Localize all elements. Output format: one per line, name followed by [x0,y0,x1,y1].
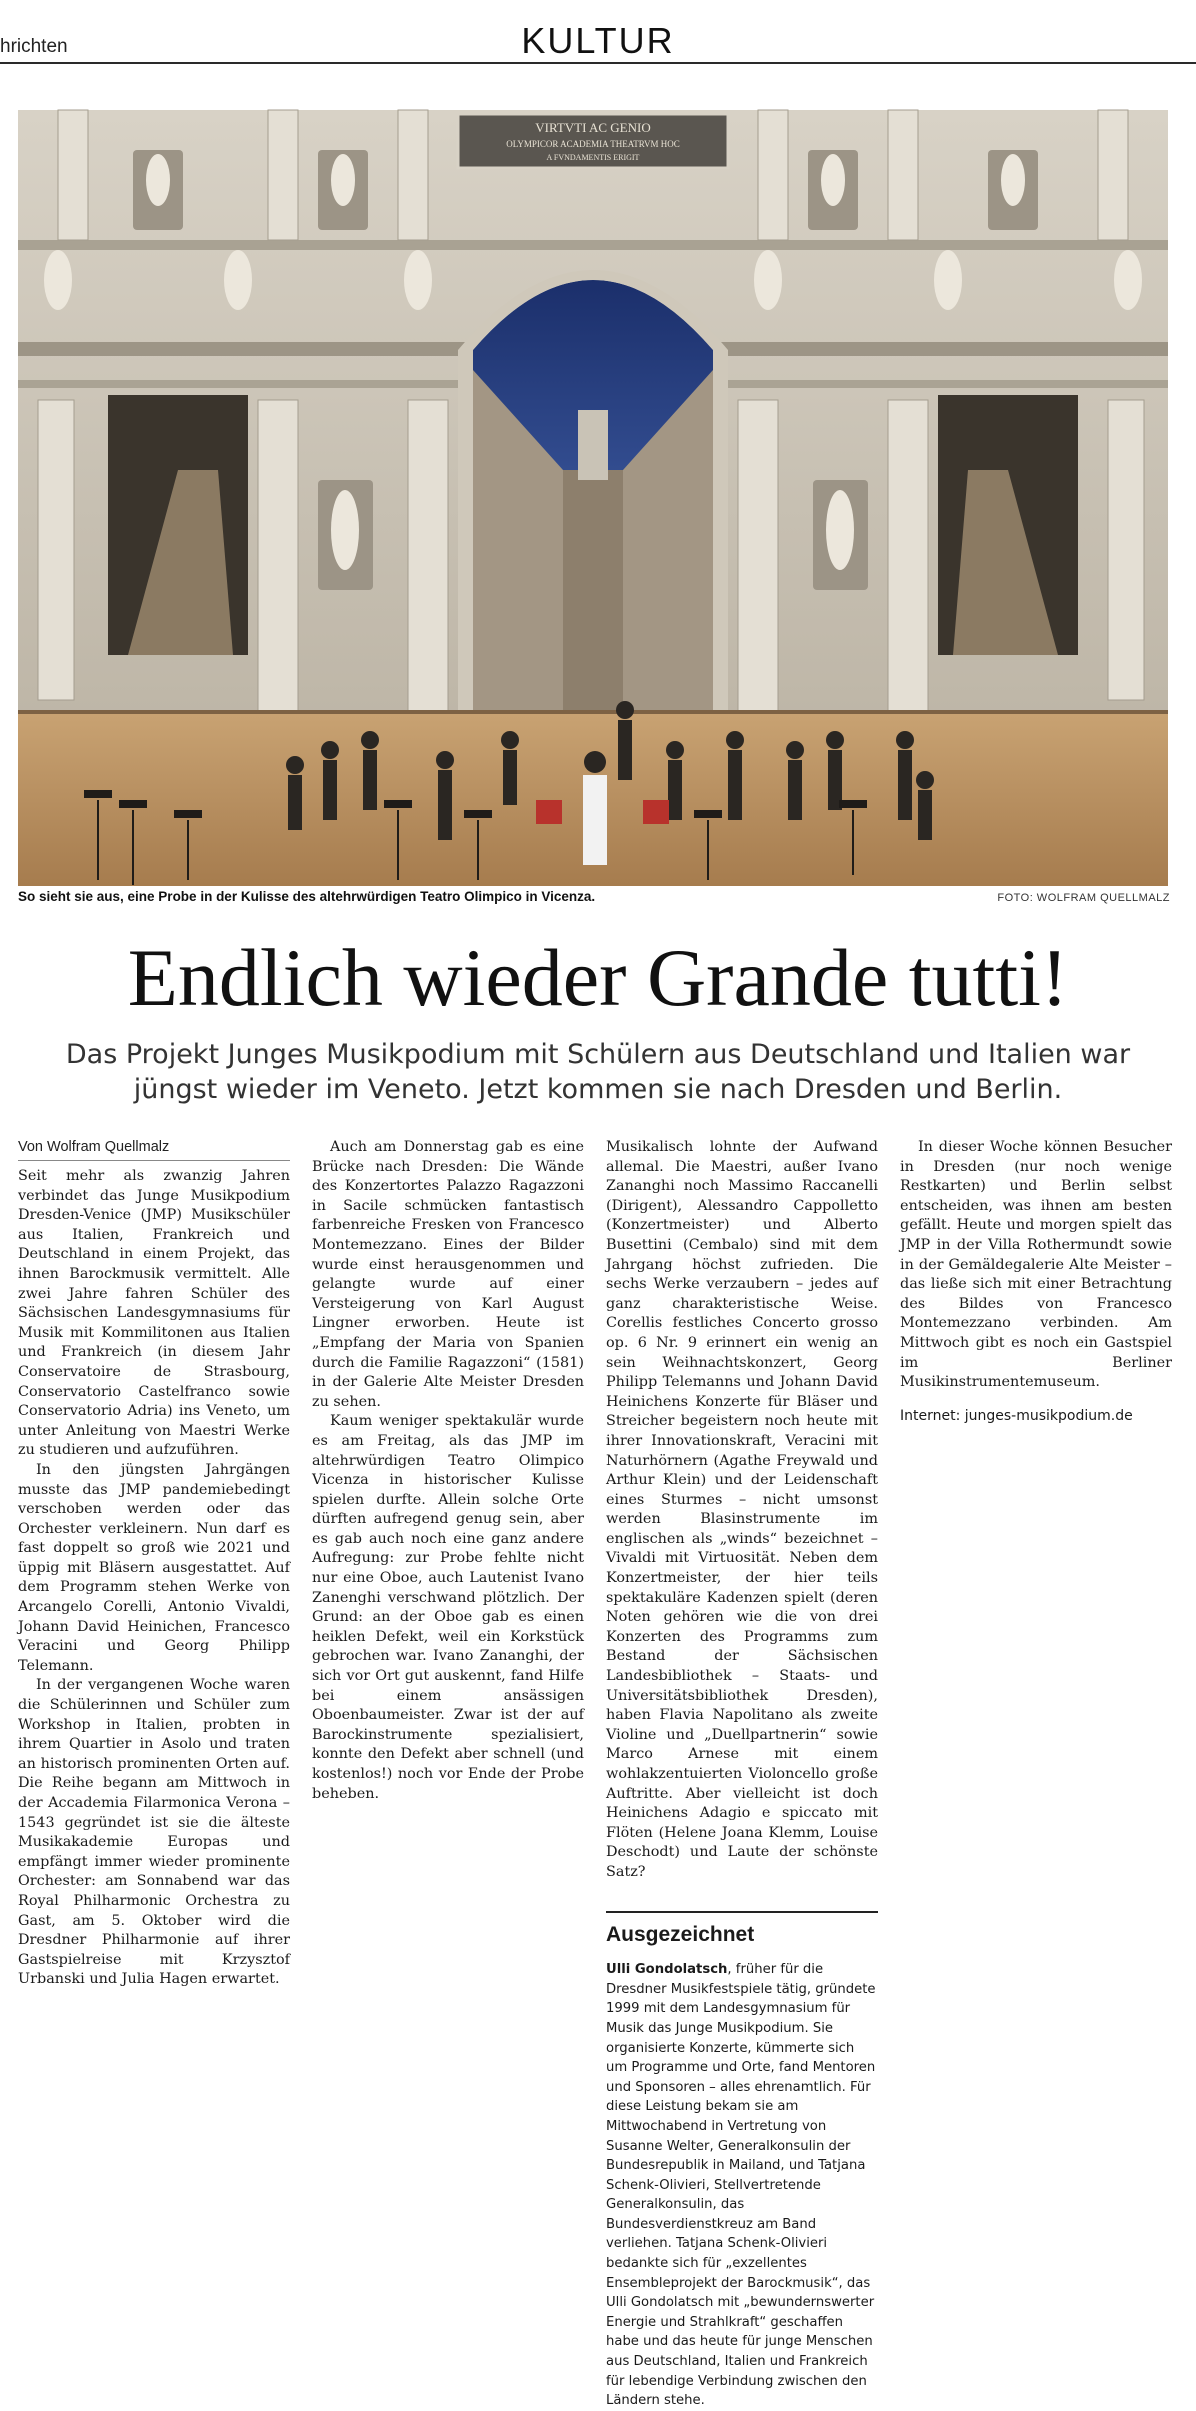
paragraph: In dieser Woche können Besucher in Dresden (nur noch wenige Restkarten) und Berlin selbst entscheiden, was ihnen am besten gefällt. Heute und morgen spielt das JMP in der Villa Rothermundt sowie in der Gemäldegalerie Alte Meister – das ließe sich mit einer Betrachtung des Bildes von Francesco Montemezzano verbinden. Am Mittwoch gibt es noch ein Gastspiel im Berliner Musikinstrumentemuseum. [900,1139,1172,1391]
article-headline: Endlich wieder Grande tutti! [127,932,1069,1023]
article-subheadline: Das Projekt Junges Musikpodium mit Schülern aus Deutschland und Italien war jüngst wieder im Veneto. Jetzt kommen sie nach Dresden und Berlin. [65,1039,1131,1105]
text-column-2 [312,1138,584,1890]
paragraph: Musikalisch lohnte der Aufwand allemal. Die Maestri, außer Ivano Zananghi noch Massimo Raccanelli (Dirigent), Alessandro Cappolletto (Konzertmeister) und Alberto Busettini (Cembalo) sind mit dem Jahrgang höchst zufrieden. Die sechs Werke verzaubern – jedes auf ganz charakteristische Weise. Corellis festliches Concerto grosso op. 6 Nr. 9 erinnert ein wenig an sein Weihnachtskonzert, Georg Philipp Telemanns und Johann David Heinichens Konzerte für Bläser und Streicher begeistern noch heute mit ihrer Innovationskraft, Veracini mit Naturhörnern (Agathe Freywald und Arthur Klein) und der Leidenschaft eines Sturmes – nicht umsonst werden Blasinstrumente im englischen als „winds“ bezeichnet – Vivaldi mit Virtuosität. Neben dem Konzertmeister, der hier teils spektakuläre Kadenzen spielt (deren Noten gehören wie die von drei Konzerten des Programms zum Bestand der Sächsischen Landesbibliothek – Staats- und Universitätsbibliothek Dresden), haben Flavia Napolitano als zweite Violine und „Duellpartnerin“ sowie Marco Arnese mit einem wohlakzentuierten Violoncello großе Auftritte. Aber vielleicht ist doch Heinichens Adagio e spiccato mit Flöten (Helene Joana Klemm, Louise Deschodt) und Laute der schönste Satz? [606,1139,878,1880]
article-photo [18,110,1168,886]
section-left-label: hrichten [0,36,68,57]
info-box [606,1911,878,2411]
text-column-1 [18,1138,290,1988]
photo-credit: FOTO: WOLFRAM QUELLMALZ [997,892,1170,904]
inscription-line: VIRTVTI AC GENIO [535,120,651,135]
paragraph: Seit mehr als zwanzig Jahren verbindet das Junge Musikpodium Dresden-Venice (JMP) Musikschüler aus Italien, Frankreich und Deutschland in einem Projekt, das ihnen Barockmusik vermittelt. Alle zwei Jahre fahren Schüler des Sächsischen Landesgymnasiums für Musik mit Kommilitonen aus Italien und Frankreich (in diesem Jahr Conservatoire de Strasbourg, Conservatorio Castelfranco sowie Conservatorio Adria) ins Veneto, um unter Anleitung von Maestri Werke zu studieren und aufzuführen. [18,1168,290,1459]
info-box-text: , früher für die Dresdner Musikfestspiele tätig, gründete 1999 mit dem Landesgymnasium für Musik das Junge Musikpodium. Sie organisierte Konzerte, kümmerte sich um Programme und Orte, fand Mentoren und Sponsoren – alles ehrenamtlich. Für diese Leistung bekam sie am Mittwochabend in Vertretung von Susanne Welter, Generalkonsulin der Bundesrepublik in Mailand, und Tatjana Schenk-Olivieri, Stellvertretende Generalkonsulin, das Bundesverdienstkreuz am Band verliehen. Tatjana Schenk-Olivieri bedankte sich für „exzellentes Ensembleprojekt der Barockmusik“, das Ulli Gondolatsch mit „bewundernswerter Energie und Strahlkraft“ geschaffen habe und das heute für junge Menschen aus Deutschland, Italien und Frankreich für lebendige Verbindung zwischen den Ländern stehe. [606,1962,876,2409]
paragraph: In der vergangenen Woche waren die Schülerinnen und Schüler zum Workshop in Italien, probten in ihrem Quartier in Asolo und traten an historisch prominenten Orten auf. Die Reihe begann am Mittwoch in der Accademia Filarmonica Verona – 1543 gegründet ist sie die älteste Musikakademie Europas und empfängt immer wieder prominente Orchester: am Sonnabend war das Royal Philharmonic Orchestra zu Gast, am 5. Oktober wird die Dresdner Philharmonie auf ihrer Gastspielreise mit Krzysztof Urbanski und Julia Hagen erwartet. [18,1677,290,1988]
inscription-line: OLYMPICOR ACADEMIA THEATRVM HOC [506,139,680,149]
section-title: KULTUR [521,20,675,61]
info-box-title: Ausgezeichnet [606,1922,755,1946]
info-box-name: Ulli Gondolatsch [606,1962,728,1978]
paragraph: Auch am Donnerstag gab es eine Brücke nach Dresden: Die Wände des Konzertortes Palazzo Ragazzoni in Sacile schmücken fantastisch farbenreiche Fresken von Francesco Montemezzano. Eines der Bilder wurde einst herausgenommen und gelangte wurde auf einer Versteigerung von Karl August Lingner erworben. Heute ist „Empfang der Maria von Spanien durch die Familie Ragazzoni“ (1581) in der Galerie Alte Meister Dresden zu sehen. [312,1139,584,1410]
paragraph: In den jüngsten Jahrgängen musste das JMP pandemiebedingt verschoben werden oder das Orchester verkleinern. Nun darf es fast doppelt so groß wie 2021 und üppig mit Bläsern ausgestattet. Auf dem Programm stehen Werke von Arcangelo Corelli, Antonio Vivaldi, Johann David Heinichen, Francesco Veracini und Georg Philipp Telemann. [18,1461,290,1674]
byline: Von Wolfram Quellmalz [18,1138,290,1161]
inscription-line: A FVNDAMENTIS ERIGIT [546,153,640,162]
text-column-4 [900,1138,1172,1890]
internet-link[interactable]: Internet: junges-musikpodium.de [900,1407,1133,1424]
text-column-3 [606,1138,878,2409]
photo-caption: So sieht sie aus, eine Probe in der Kulisse des altehrwürdigen Teatro Olimpico in Vicenza. [18,889,596,904]
page-header [0,0,1196,64]
teatro-olimpico-illustration [18,110,1168,886]
paragraph: Kaum weniger spektakulär wurde es am Freitag, als das JMP im altehrwürdigen Teatro Olimpico Vicenza in historischer Kulisse spielen durfte. Allein solche Orte dürften aufregend genug sein, aber es gab auch noch eine ganz andere Aufregung: zur Probe fehlte nicht nur eine Oboe, auch Lautenist Ivano Zanenghi verschwand plötzlich. Der Grund: an der Oboe gab es einen heiklen Defekt, weil ein Korkstück gebrochen war. Ivano Zananghi, der sich vor Ort gut auskennt, fand Hilfe bei einem ansässigen Oboenbaumeister. Zwar ist der auf Barockinstrumente spezialisiert, konnte den Defekt aber schnell (und kostenlos!) noch vor Ende der Probe beheben. [312,1413,584,1802]
